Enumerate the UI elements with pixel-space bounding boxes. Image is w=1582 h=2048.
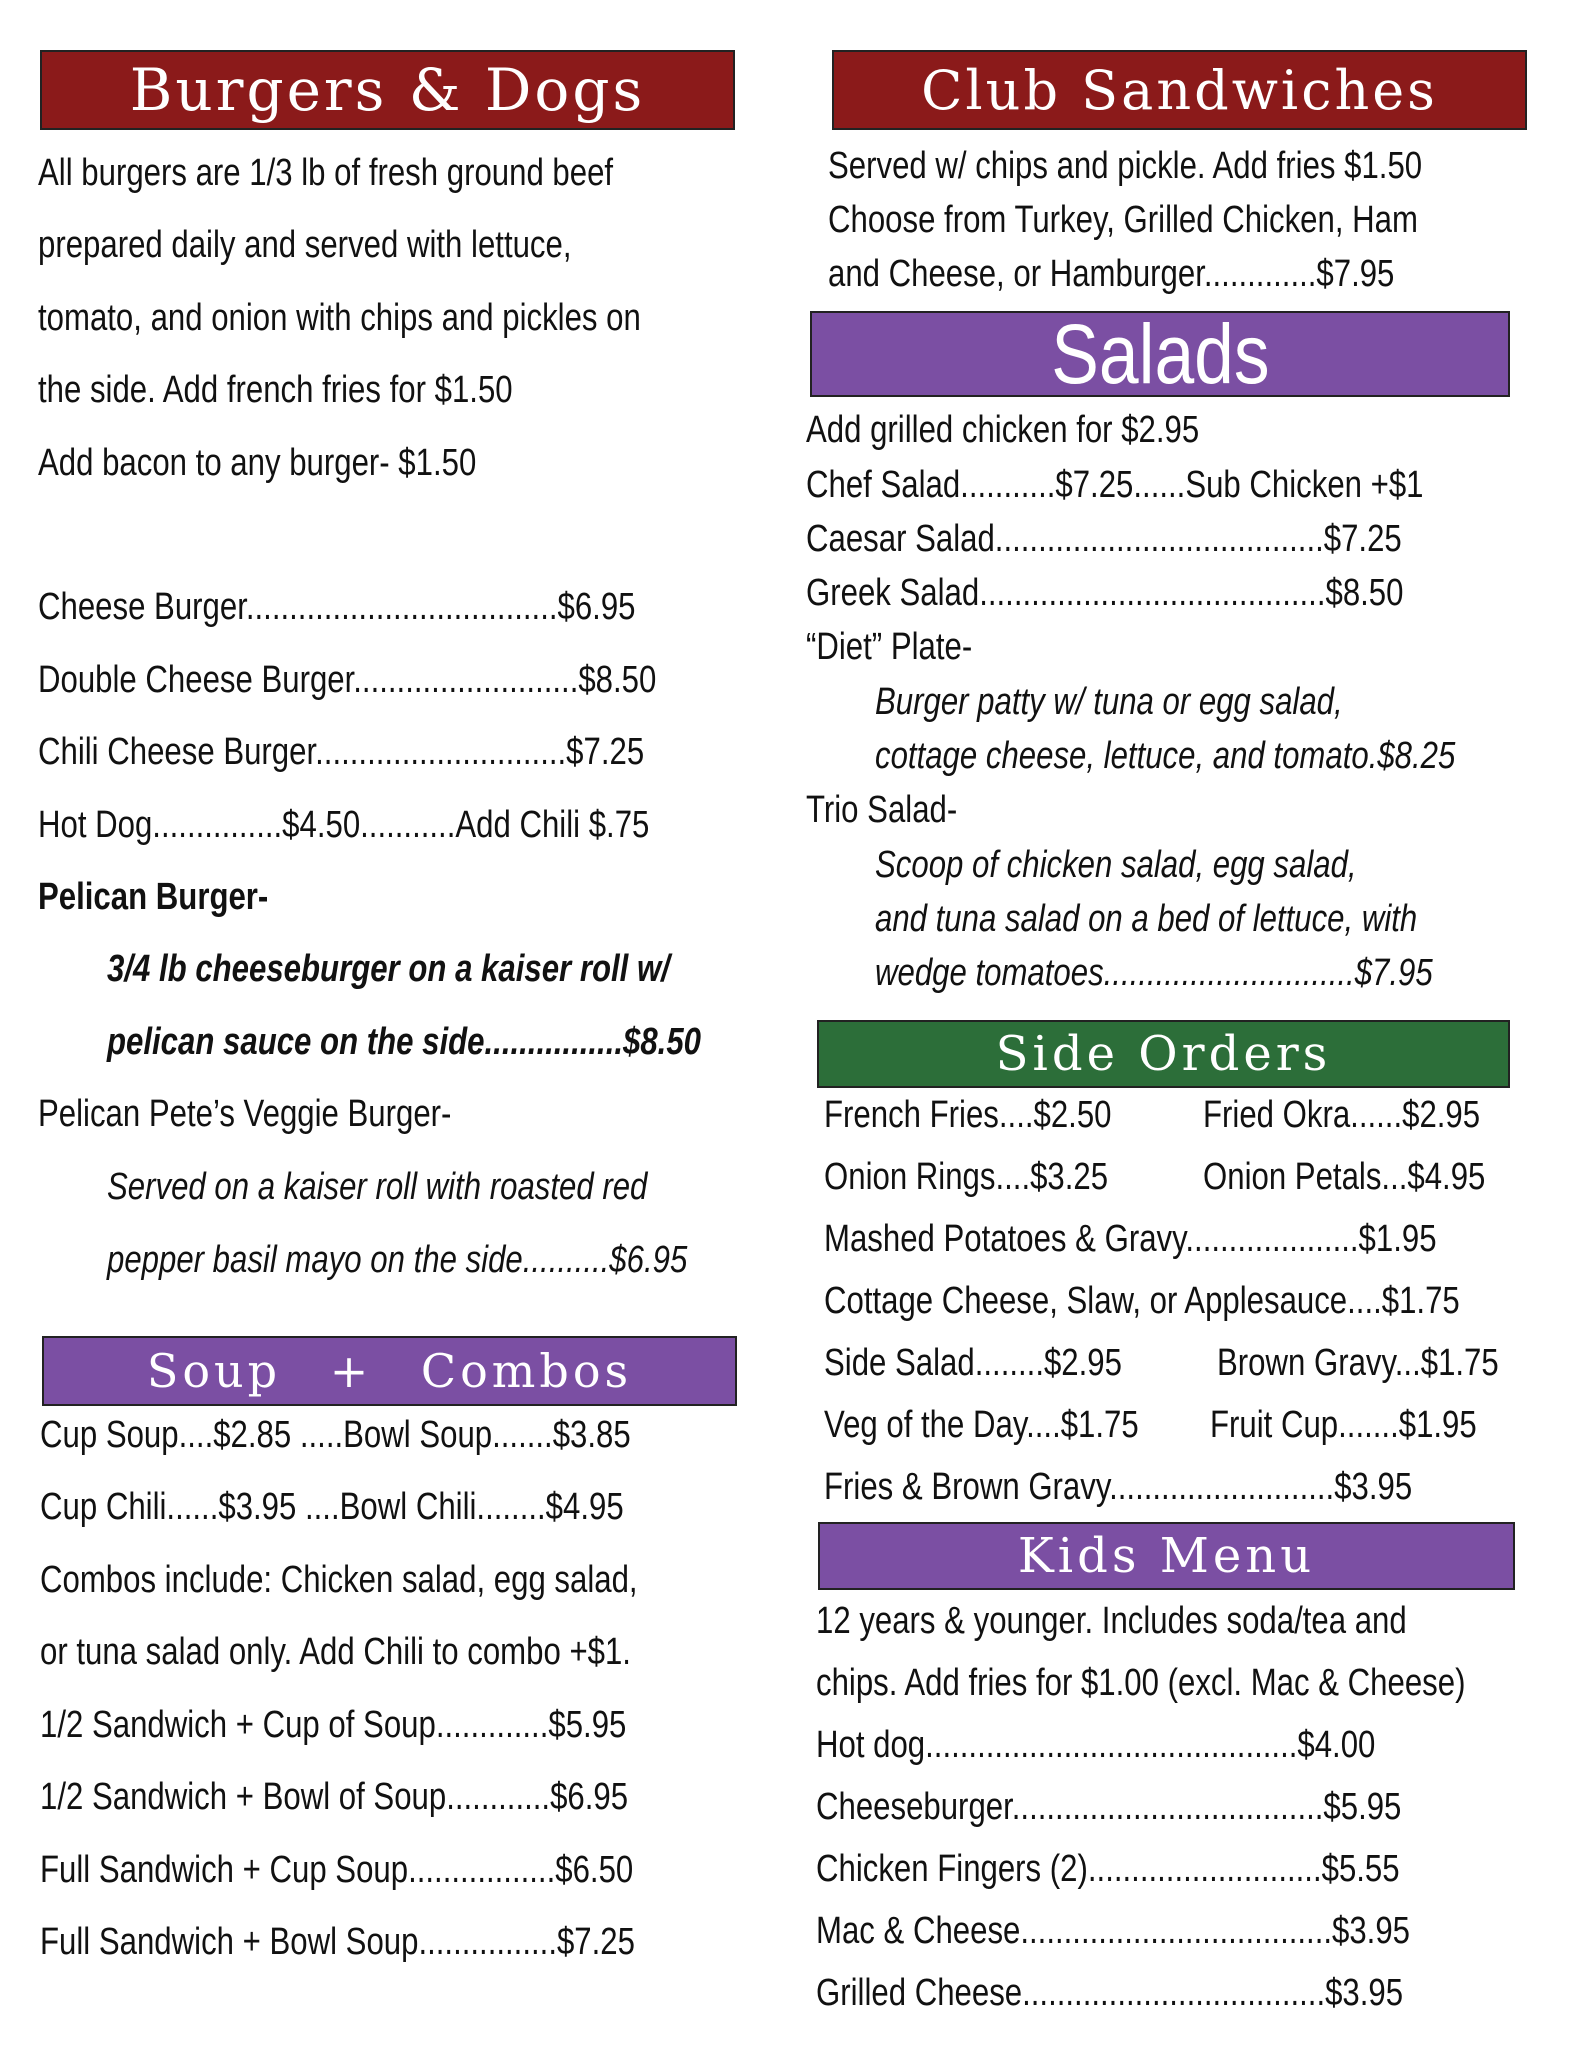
soup-line: Full Sandwich + Cup Soup.................$6.50	[40, 1849, 634, 1891]
burgers-intro-line: All burgers are 1/3 lb of fresh ground beef	[38, 152, 614, 194]
kids-line: Cheeseburger....................................$5.95	[816, 1786, 1402, 1828]
kids-line: Chicken Fingers (2)...........................$5.55	[816, 1848, 1400, 1890]
side-item: Fries & Brown Gravy..........................$3.95	[824, 1466, 1413, 1508]
soup-line: Combos include: Chicken salad, egg salad,	[40, 1559, 638, 1601]
soup-line: Cup Soup....$2.85 .....Bowl Soup.......$3.85	[40, 1414, 631, 1456]
salads-line: Chef Salad...........$7.25......Sub Chicken +$1	[806, 464, 1424, 506]
club-sandwiches-title: Club Sandwiches	[921, 58, 1438, 122]
kids-menu-title: Kids Menu	[1017, 1528, 1316, 1584]
trio-salad-desc: Scoop of chicken salad, egg salad,	[875, 844, 1357, 886]
club-line: Served w/ chips and pickle. Add fries $1.50	[828, 145, 1423, 187]
side-item: Onion Petals...$4.95	[1203, 1156, 1486, 1198]
trio-salad-desc: and tuna salad on a bed of lettuce, with	[875, 898, 1418, 940]
kids-line: Mac & Cheese....................................$3.95	[816, 1910, 1411, 1952]
soup-line: Full Sandwich + Bowl Soup................$7.25	[40, 1921, 635, 1963]
diet-plate-desc: Burger patty w/ tuna or egg salad,	[875, 681, 1343, 723]
salads-line: Greek Salad........................................$8.50	[806, 572, 1404, 614]
kids-menu-header	[818, 1522, 1515, 1590]
trio-salad-desc: wedge tomatoes.............................$7.95	[875, 952, 1433, 994]
soup-line: or tuna salad only. Add Chili to combo +$1.	[40, 1631, 631, 1673]
salads-header	[810, 306, 1510, 401]
menu-item-double-cheese-burger: Double Cheese Burger..........................$8.50	[38, 659, 657, 701]
kids-line: Grilled Cheese...................................$3.95	[816, 1972, 1404, 2014]
club-line: Choose from Turkey, Grilled Chicken, Ham	[828, 199, 1418, 241]
veggie-burger-desc: Served on a kaiser roll with roasted red	[107, 1166, 648, 1208]
club-sandwiches-header	[832, 50, 1527, 130]
kids-line: chips. Add fries for $1.00 (excl. Mac & Cheese)	[816, 1662, 1466, 1704]
side-item: Mashed Potatoes & Gravy....................$1.95	[824, 1218, 1437, 1260]
veggie-burger-desc: pepper basil mayo on the side..........$6.95	[107, 1239, 688, 1281]
soup-line: 1/2 Sandwich + Cup of Soup.............$5.95	[40, 1704, 627, 1746]
burgers-title: Burgers & Dogs	[129, 56, 646, 124]
diet-plate-title: “Diet” Plate-	[806, 626, 973, 668]
trio-salad-title: Trio Salad-	[806, 789, 958, 831]
burgers-header	[40, 50, 735, 130]
burgers-intro-line: tomato, and onion with chips and pickles on	[38, 297, 641, 339]
side-item: Fried Okra......$2.95	[1203, 1094, 1481, 1136]
burgers-intro-line: the side. Add french fries for $1.50	[38, 369, 513, 411]
diet-plate-desc: cottage cheese, lettuce, and tomato.$8.25	[875, 735, 1456, 777]
salads-line: Caesar Salad......................................$7.25	[806, 518, 1402, 560]
kids-line: 12 years & younger. Includes soda/tea and	[816, 1600, 1407, 1642]
menu-item-chili-cheese-burger: Chili Cheese Burger.............................$7.25	[38, 731, 645, 773]
side-item: Cottage Cheese, Slaw, or Applesauce....$1.75	[824, 1280, 1460, 1322]
menu-item-cheese-burger: Cheese Burger....................................$6.95	[38, 586, 636, 628]
salads-title: Salads	[1050, 306, 1270, 401]
burgers-intro-line: Add bacon to any burger- $1.50	[38, 442, 477, 484]
veggie-burger-title: Pelican Pete’s Veggie Burger-	[38, 1093, 452, 1135]
pelican-burger-desc: 3/4 lb cheeseburger on a kaiser roll w/	[107, 948, 670, 990]
kids-line: Hot dog...........................................$4.00	[816, 1724, 1376, 1766]
side-orders-title: Side Orders	[995, 1026, 1332, 1082]
menu-item-hot-dog: Hot Dog...............$4.50...........Add Chili $.75	[38, 804, 650, 846]
side-item: Brown Gravy...$1.75	[1217, 1342, 1499, 1384]
side-item: Fruit Cup.......$1.95	[1210, 1404, 1477, 1446]
side-item: Veg of the Day....$1.75	[824, 1404, 1139, 1446]
pelican-burger-desc: pelican sauce on the side................$8.50	[107, 1021, 702, 1063]
side-orders-header	[817, 1020, 1510, 1088]
soup-combos-title: Soup + Combos	[146, 1344, 633, 1398]
salads-line: Add grilled chicken for $2.95	[806, 409, 1200, 451]
side-item: Onion Rings....$3.25	[824, 1156, 1109, 1198]
burgers-intro-line: prepared daily and served with lettuce,	[38, 224, 572, 266]
side-item: Side Salad........$2.95	[824, 1342, 1122, 1384]
soup-line: Cup Chili......$3.95 ....Bowl Chili........$4.95	[40, 1486, 624, 1528]
soup-line: 1/2 Sandwich + Bowl of Soup............$6.95	[40, 1776, 629, 1818]
pelican-burger-title: Pelican Burger-	[38, 876, 269, 918]
side-item: French Fries....$2.50	[824, 1094, 1112, 1136]
club-line: and Cheese, or Hamburger.............$7.95	[828, 253, 1395, 295]
soup-combos-header	[42, 1336, 737, 1406]
